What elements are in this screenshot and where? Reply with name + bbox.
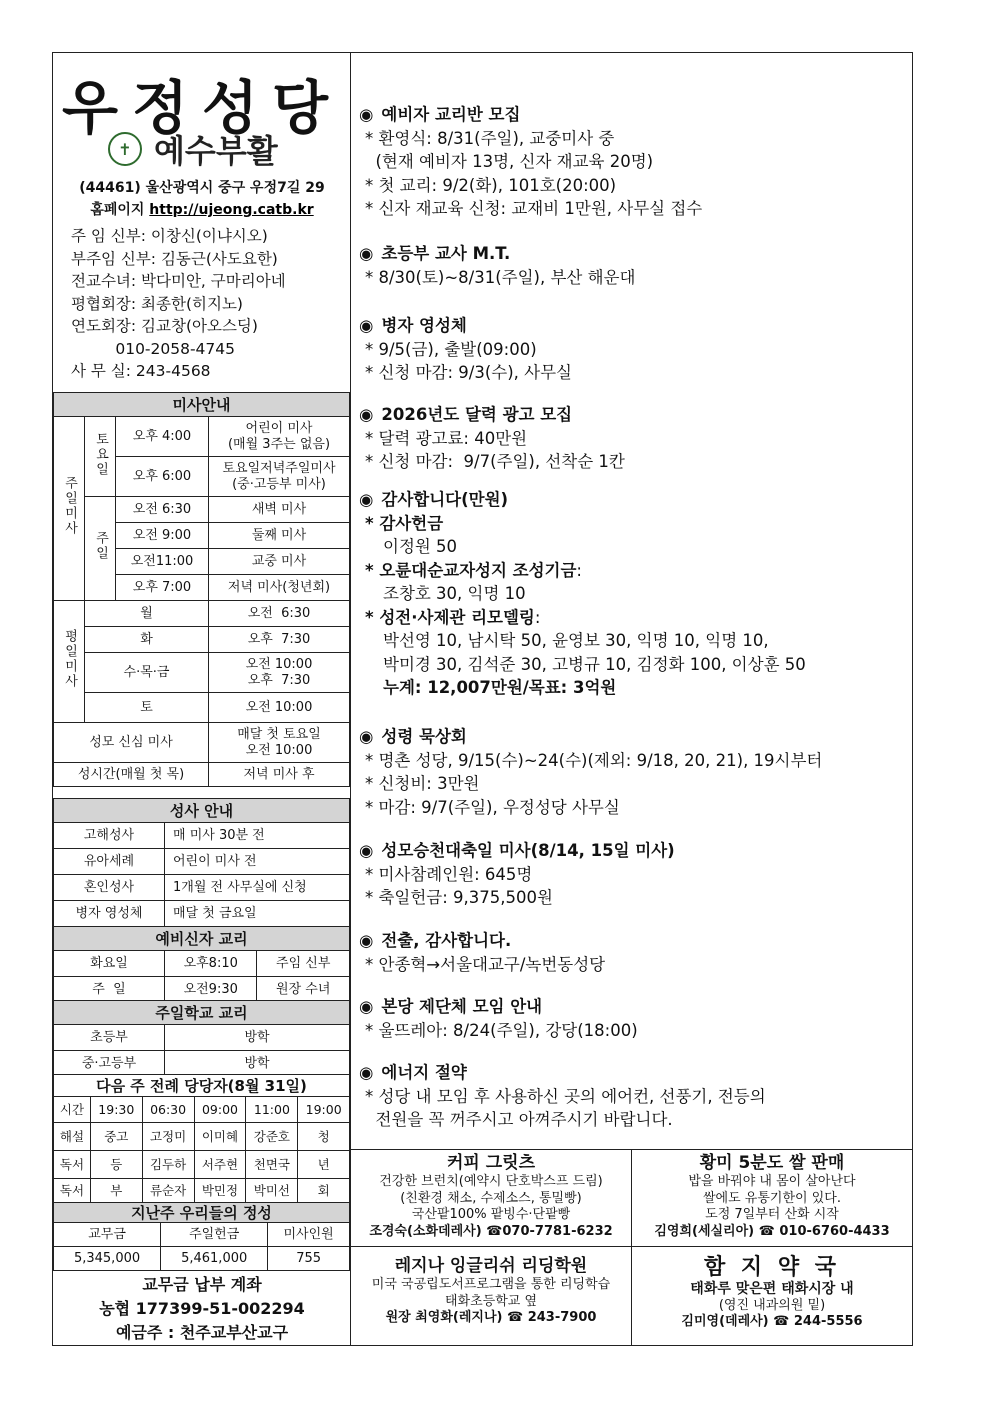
sacrament-title: 성사 안내 (54, 799, 350, 823)
sacrament-name: 유아세례 (54, 849, 165, 875)
school-status: 방학 (165, 1025, 350, 1051)
ad-rice: 황미 5분도 쌀 판매 밥을 바꿔야 내 몸이 살아난다 쌀에도 유통기한이 있다. 도정 7일부터 산화 시작 김영희(세실리아) ☎ 010-6760-4433 (632, 1150, 912, 1247)
holy-hour-label: 성시간(매월 첫 목) (54, 763, 209, 787)
notice: ◉ 본당 제단체 모임 안내 * 울뜨레아: 8/24(주일), 강당(18:00) (359, 997, 638, 1040)
circle-bullet-icon: ◉ (359, 997, 374, 1016)
weekday-mass-label: 평일미사 (54, 601, 85, 723)
sacrament-desc: 매 미사 30분 전 (165, 823, 350, 849)
sunday-label: 주일 (85, 497, 116, 601)
mass-name: 교중 미사 (209, 549, 350, 575)
circle-bullet-icon: ◉ (359, 244, 374, 263)
school-grade: 중·고등부 (54, 1051, 165, 1077)
catechumen-title: 예비신자 교리 (54, 927, 350, 951)
church-logo-icon: ✝ (108, 132, 142, 166)
mass-name: 토요일저녁주일미사 (중·고등부 미사) (209, 457, 350, 497)
weekday: 월 (85, 601, 209, 627)
sacrament-name: 고해성사 (54, 823, 165, 849)
duty-cell: 19:00 (298, 1097, 350, 1123)
notice: ◉ 성령 묵상회 * 명촌 성당, 9/15(수)~24(수)(제외: 9/18, 20, 21), 19시부터 * 신청비: 3만원 * 마감: 9/7(주일), 우정성당 사무실 (359, 727, 823, 817)
mass-time: 오후 7:00 (116, 575, 209, 601)
bulletin-page (52, 52, 913, 1346)
ad-academy: 레지나 잉글리쉬 리딩학원 미국 국공립도서프로그램을 통한 리딩학습 태화초등학교 옆 원장 최영화(레지나) ☎ 243-7900 (351, 1247, 632, 1345)
staff-list (71, 225, 286, 383)
account-number: 농협 177399-51-002294 (99, 1299, 305, 1318)
mass-time: 오후 4:00 (116, 417, 209, 457)
duty-cell: 서주현 (194, 1151, 246, 1179)
mass-time: 오후 6:00 (116, 457, 209, 497)
staff-line: 전교수녀: 박다미안, 구마리아네 (71, 272, 286, 290)
duty-cell: 박미선 (246, 1179, 298, 1203)
marian-mass-label: 성모 신심 미사 (54, 723, 209, 763)
weekday: 토 (85, 693, 209, 723)
mass-name: 둘째 미사 (209, 523, 350, 549)
staff-line: 부주임 신부: 김동근(사도요한) (71, 249, 278, 268)
duty-cell: 김두하 (142, 1151, 194, 1179)
duty-cell: 년 (298, 1151, 350, 1179)
weekday-time: 오전 10:00 오후 7:30 (209, 653, 350, 693)
sacrament-name: 혼인성사 (54, 875, 165, 901)
duty-cell: 11:00 (246, 1097, 298, 1123)
duty-cell: 09:00 (194, 1097, 246, 1123)
homepage-link[interactable]: http://ujeong.catb.kr (149, 202, 314, 218)
duty-cell: 시간 (54, 1097, 91, 1123)
staff-line: 010-2058-4745 (71, 339, 236, 358)
duty-cell: 류순자 (142, 1179, 194, 1203)
staff-line: 평협회장: 최종한(히지노) (71, 294, 243, 313)
mass-title: 미사안내 (54, 393, 350, 417)
duty-cell: 강준호 (246, 1123, 298, 1151)
offering-header: 미사인원 (268, 1223, 350, 1247)
staff-line: 연도회장: 김교창(아오스딩) (71, 317, 258, 335)
marian-mass-time: 매달 첫 토요일 오전 10:00 (209, 723, 350, 763)
notice: ◉ 성모승천대축일 미사(8/14, 15일 미사) * 미사참례인원: 645명 * 축일헌금: 9,375,500원 (359, 841, 675, 907)
offering-table (53, 1202, 350, 1271)
sacrament-desc: 1개월 전 사무실에 신청 (165, 875, 350, 901)
duty-table (53, 1074, 350, 1203)
school-grade: 초등부 (54, 1025, 165, 1051)
circle-bullet-icon: ◉ (359, 1063, 374, 1082)
circle-bullet-icon: ◉ (359, 490, 374, 509)
duty-cell: 천면국 (246, 1151, 298, 1179)
notices-column (351, 53, 912, 1149)
weekday-time: 오후 7:30 (209, 627, 350, 653)
motto: 예수부활 (154, 132, 278, 170)
offering-header: 교무금 (54, 1223, 161, 1247)
catechumen-day: 주 일 (54, 977, 165, 1003)
address: (44461) 울산광역시 중구 우정7길 29 (79, 180, 325, 196)
duty-cell: 06:30 (142, 1097, 194, 1123)
logo-row (108, 129, 278, 169)
notice: ◉ 병자 영성체 * 9/5(금), 출발(09:00) * 신청 마감: 9/3(수), 사무실 (359, 316, 572, 382)
sacrament-name: 병자 영성체 (54, 901, 165, 927)
duty-cell: 19:30 (91, 1097, 143, 1123)
duty-cell: 박민정 (194, 1179, 246, 1203)
sunday-mass-label: 주일미사 (54, 417, 85, 601)
duty-cell: 등 (91, 1151, 143, 1179)
notice-thanks: ◉ 감사합니다(만원) * 감사헌금 이정원 50 * 오륜대순교자성지 조성기금: 조창호 30, 익명 10 * 성전·사제관 리모델링: 박선영 10, 남시탁 50, 윤영보 30, 익명 10, 익명 10, 박미경 30, 김석준 30, 고병규 10, 김정화 100, 이상훈 50 누계: 12,007만원/목표: 3억원 (359, 490, 806, 697)
account-info (53, 1273, 351, 1345)
holy-hour-time: 저녁 미사 후 (209, 763, 350, 787)
notice: ◉ 초등부 교사 M.T. * 8/30(토)~8/31(주일), 부산 해운대 (359, 244, 636, 287)
sacrament-desc: 매달 첫 금요일 (165, 901, 350, 927)
saturday-label: 토요일 (85, 417, 116, 497)
notice: ◉ 예비자 교리반 모집 * 환영식: 8/31(주일), 교중미사 중 (현재 예비자 13명, 신자 재교육 20명) * 첫 교리: 9/2(화), 101호(20:00) * 신자 재교육 신청: 교재비 1만원, 사무실 접수 (359, 105, 703, 218)
catechumen-who: 주임 신부 (257, 951, 350, 977)
duty-cell: 독서 (54, 1151, 91, 1179)
circle-bullet-icon: ◉ (359, 841, 374, 860)
circle-bullet-icon: ◉ (359, 405, 374, 424)
notice: ◉ 에너지 절약 * 성당 내 모임 후 사용하신 곳의 에어컨, 선풍기, 전등의 전원을 꼭 꺼주시고 아껴주시기 바랍니다. (359, 1063, 766, 1129)
duty-cell: 독서 (54, 1179, 91, 1203)
offering-value: 5,345,000 (54, 1247, 161, 1271)
duty-cell: 회 (298, 1179, 350, 1203)
mass-table (53, 392, 350, 787)
weekday: 화 (85, 627, 209, 653)
mass-name: 저녁 미사(청년회) (209, 575, 350, 601)
ad-pharmacy: 함 지 약 국 태화루 맞은편 태화시장 내 (영진 내과의원 밑) 김미영(데레사) ☎ 244-5556 (681, 1255, 863, 1329)
left-column (53, 53, 351, 1345)
mass-name: 어린이 미사 (매월 3주는 없음) (209, 417, 350, 457)
sacrament-table (53, 798, 350, 927)
account-holder: 예금주 : 천주교부산교구 (115, 1323, 289, 1342)
school-status: 방학 (165, 1051, 350, 1077)
circle-bullet-icon: ◉ (359, 727, 374, 746)
staff-line: 주 임 신부: 이창신(이냐시오) (71, 227, 268, 245)
duty-cell: 청 (298, 1123, 350, 1151)
mass-time: 오전 9:00 (116, 523, 209, 549)
catechumen-who: 원장 수녀 (257, 977, 350, 1003)
catechumen-table (53, 926, 350, 1003)
ads-area (351, 1149, 912, 1345)
offering-title: 지난주 우리들의 정성 (54, 1203, 350, 1223)
account-title: 교무금 납부 계좌 (142, 1275, 262, 1294)
sunday-school-table (53, 1000, 350, 1077)
weekday-time: 오전 10:00 (209, 693, 350, 723)
staff-line: 사 무 실: 243-4568 (71, 362, 211, 380)
notice: ◉ 2026년도 달력 광고 모집 * 달력 광고료: 40만원 * 신청 마감: 9/7(주일), 선착순 1칸 (359, 405, 625, 471)
duty-cell: 이미혜 (194, 1123, 246, 1151)
church-title: 우정성당 (61, 74, 343, 142)
circle-bullet-icon: ◉ (359, 105, 374, 124)
homepage-label: 홈페이지 (90, 202, 145, 218)
sunday-school-title: 주일학교 교리 (54, 1001, 350, 1025)
offering-header: 주일헌금 (161, 1223, 268, 1247)
circle-bullet-icon: ◉ (359, 931, 374, 950)
catechumen-day: 화요일 (54, 951, 165, 977)
catechumen-time: 오후8:10 (165, 951, 257, 977)
ad-coffee: 커피 그릿츠 건강한 브런치(예약시 단호박스프 드림) (친환경 채소, 수제소스, 통밀빵) 국산팥100% 팥빙수·단팥빵 조경숙(소화데레사) ☎070-7781-6232 (351, 1150, 632, 1247)
mass-time: 오전 6:30 (116, 497, 209, 523)
duty-cell: 부 (91, 1179, 143, 1203)
sacrament-desc: 어린이 미사 전 (165, 849, 350, 875)
offering-value: 5,461,000 (161, 1247, 268, 1271)
offering-value: 755 (268, 1247, 350, 1271)
catechumen-time: 오전9:30 (165, 977, 257, 1003)
duty-cell: 중고 (91, 1123, 143, 1151)
mass-time: 오전11:00 (116, 549, 209, 575)
weekday: 수·목·금 (85, 653, 209, 693)
homepage (53, 199, 351, 219)
duty-title: 다음 주 전례 당당자(8월 31일) (54, 1075, 350, 1097)
mass-name: 새벽 미사 (209, 497, 350, 523)
circle-bullet-icon: ◉ (359, 316, 374, 335)
duty-cell: 고정미 (142, 1123, 194, 1151)
notice: ◉ 전출, 감사합니다. * 안종혁→서울대교구/녹번동성당 (359, 931, 606, 974)
duty-cell: 해설 (54, 1123, 91, 1151)
weekday-time: 오전 6:30 (209, 601, 350, 627)
